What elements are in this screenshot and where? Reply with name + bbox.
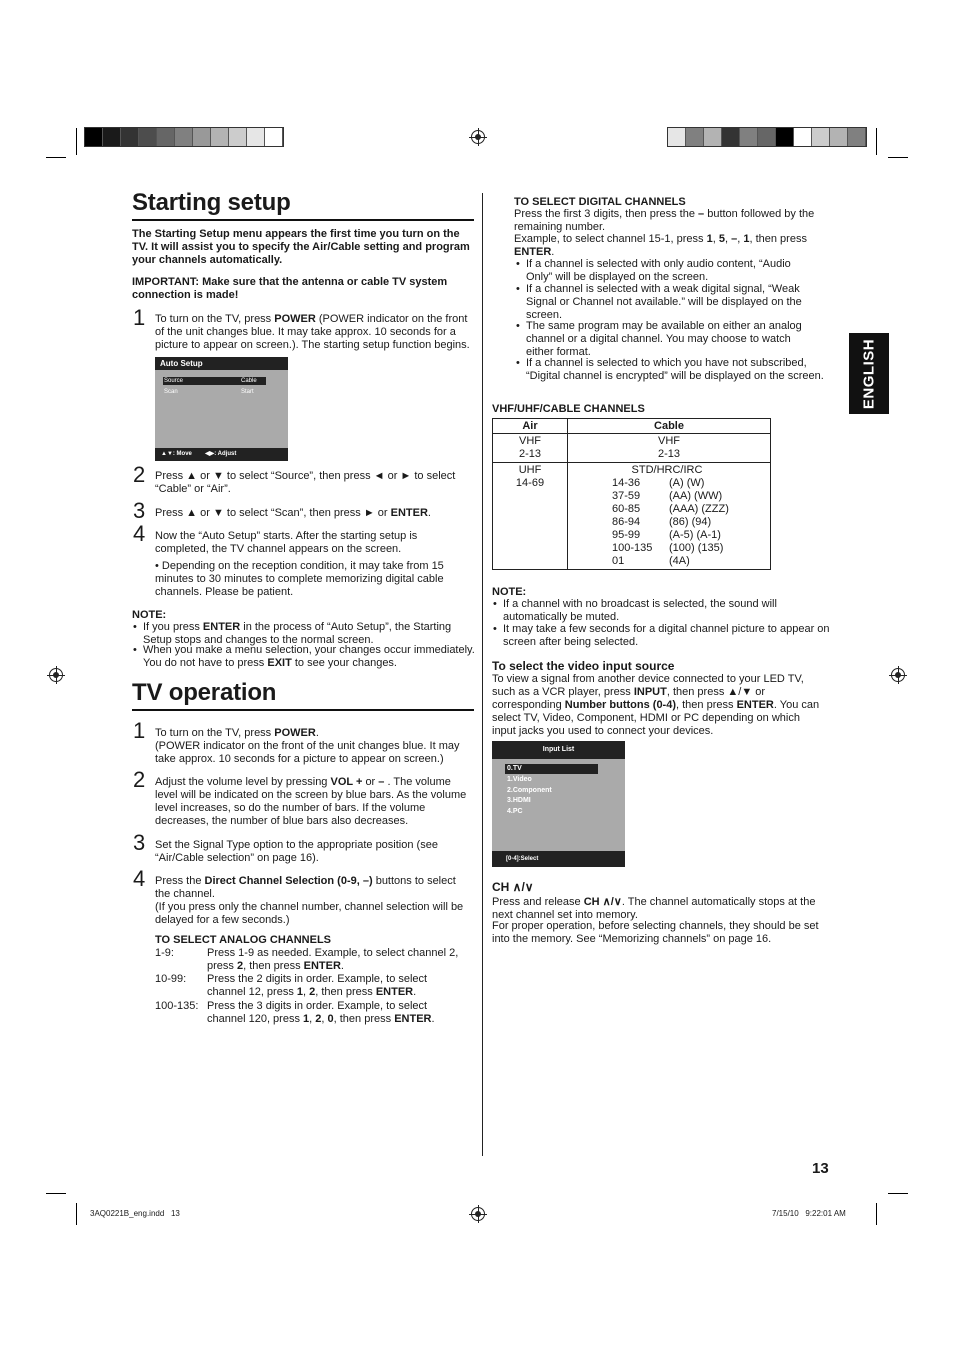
crop-mark (888, 157, 908, 158)
page-number: 13 (812, 1160, 829, 1177)
step-subnote: • Depending on the reception condition, it may take from 15 minutes to 30 minutes to complete memorizing digital cable channels. Please be patient. (155, 560, 444, 598)
cable-channel-code: (86) (94) (669, 516, 712, 528)
table-header: Air (493, 419, 568, 434)
screen-list-item: 2.Component (507, 787, 552, 794)
note-item: • If a channel with no broadcast is selected, the sound will automatically be muted. (493, 598, 777, 623)
subheading-ch: CH ∧/∨ (492, 880, 534, 894)
color-swatch (704, 128, 722, 146)
cable-channel-code: (A-5) (A-1) (669, 529, 721, 541)
footer-datetime: 7/15/10 9:22:01 AM (772, 1209, 846, 1218)
color-swatch (758, 128, 776, 146)
screen-list-item: 1.Video (507, 776, 532, 783)
cable-row (612, 503, 766, 516)
column-divider (482, 193, 483, 1156)
screen-row-value: Start (241, 389, 254, 395)
registration-mark-icon (471, 1207, 485, 1221)
table-cell: VHF 2-13 (568, 434, 771, 463)
step-text: Now the “Auto Setup” starts. After the starting setup is completed, the TV channel appears on the screen. (155, 530, 418, 555)
color-swatch (229, 128, 247, 146)
table-header-row (493, 419, 771, 434)
analog-row-key: 100-135: (155, 1000, 199, 1012)
color-swatch (668, 128, 686, 146)
cable-row (612, 555, 766, 568)
analog-row-text: Press the 3 digits in order. Example, to select channel 120, press 1, 2, 0, then press ENTER. (207, 1000, 435, 1025)
digital-bullet: • If a channel is selected with a weak digital signal, “Weak Signal or Channel not available.” will be displayed on the screen. (516, 283, 802, 321)
color-swatch (157, 128, 175, 146)
cable-row (612, 529, 766, 542)
table-row (493, 434, 771, 463)
cable-channel-code: (100) (135) (669, 542, 724, 554)
channel-table (492, 418, 771, 570)
step-text: To turn on the TV, press POWER (POWER indicator on the front of the unit changes blue. It may take approx. 10 seconds for a picture to appear on screen.). The starting setup function begins. (155, 313, 470, 351)
step-number: 4 (133, 866, 146, 891)
subheading-input-source: To select the video input source (492, 659, 675, 673)
note-item: • When you make a menu selection, your changes occur immediately. You do not have to press EXIT to see your changes. (133, 644, 475, 669)
screen-title: Auto Setup (155, 357, 288, 370)
cable-row (612, 490, 766, 503)
input-source-text: To view a signal from another device connected to your LED TV, such as a VCR player, press INPUT, then press ▲/▼ or corresponding Number buttons (0-4), then press ENTER. You can select TV, Video, Component, HDMI or PC depending on which input jacks you used to connect your devices. (492, 673, 820, 737)
analog-row-key: 1-9: (155, 947, 174, 959)
color-swatch (211, 128, 229, 146)
color-swatch (776, 128, 794, 146)
screen-list-item: 0.TV (507, 765, 522, 772)
crop-mark (76, 1203, 77, 1225)
color-swatch (686, 128, 704, 146)
analog-row-text: Press the 2 digits in order. Example, to select channel 12, press 1, 2, then press ENTER. (207, 973, 428, 998)
table-header: Cable (568, 419, 771, 434)
crop-mark (46, 1193, 66, 1194)
crop-mark (46, 157, 66, 158)
step-number: 4 (133, 521, 146, 546)
cable-channel-code: (A) (W) (669, 477, 705, 489)
cable-row (612, 542, 766, 555)
step-text: Press ▲ or ▼ to select “Scan”, then press ► or ENTER. (155, 507, 431, 519)
analog-row-key: 10-99: (155, 973, 187, 985)
footer-filename: 3AQ0221B_eng.indd 13 (90, 1209, 180, 1218)
screen-title: Input List (492, 741, 625, 759)
step-number: 1 (133, 305, 146, 330)
cable-row (612, 516, 766, 529)
color-swatch (247, 128, 265, 146)
auto-setup-screen (155, 357, 288, 461)
digital-bullet: • If a channel is selected with only audio content, “Audio Only” will be displayed on the screen. (516, 258, 791, 283)
step-number: 2 (133, 462, 146, 487)
screen-list-item: 3.HDMI (507, 797, 531, 804)
color-swatch (830, 128, 848, 146)
crop-mark (888, 1193, 908, 1194)
color-bar-right (667, 127, 867, 147)
color-swatch (121, 128, 139, 146)
color-swatch (812, 128, 830, 146)
step-number: 3 (133, 830, 146, 855)
crop-mark (876, 128, 877, 155)
registration-mark-icon (891, 668, 905, 682)
cable-channel-range: 01 (612, 555, 625, 567)
cable-channel-range: 86-94 (612, 516, 641, 528)
cable-channel-range: 14-36 (612, 477, 641, 489)
digital-bullet: • The same program may be available on either an analog channel or a digital channel. You may choose to watch either format. (516, 320, 802, 358)
color-swatch (740, 128, 758, 146)
registration-mark-icon (471, 130, 485, 144)
table-row (493, 463, 771, 570)
ch-text: Press and release CH ∧/∨. The channel automatically stops at the next channel set into memory. (492, 896, 816, 921)
color-swatch (265, 128, 283, 146)
subheading-digital: TO SELECT DIGITAL CHANNELS (514, 196, 686, 208)
color-bar-left (84, 127, 284, 147)
digital-example: Example, to select channel 15-1, press 1, 5, –, 1, then press ENTER. (514, 233, 807, 258)
crop-mark (876, 1203, 877, 1225)
language-tab: ENGLISH (849, 333, 889, 414)
intro-text: The Starting Setup menu appears the first time you turn on the TV. It will assist you to specify the Air/Cable setting and program your channels automatically. (132, 228, 470, 266)
subheading-analog: TO SELECT ANALOG CHANNELS (155, 934, 332, 946)
cable-channel-code: (AAA) (ZZZ) (669, 503, 729, 515)
color-swatch (722, 128, 740, 146)
cable-channel-range: 37-59 (612, 490, 641, 502)
color-swatch (848, 128, 866, 146)
title-rule (132, 709, 474, 711)
title-rule (132, 219, 474, 221)
color-swatch (103, 128, 121, 146)
note-label: NOTE: (132, 609, 167, 621)
color-swatch (85, 128, 103, 146)
cable-channel-range: 60-85 (612, 503, 641, 515)
screen-row-label: Scan (164, 389, 178, 395)
digital-text: Press the first 3 digits, then press the – button followed by the remaining number. (514, 208, 815, 233)
table-cell: STD/HRC/IRC 14-36 (A) (W) 37-59 (AA) (WW) 60-85 (AAA) (ZZZ) 86-94 (86) (94) 95-99 (A-5) (A-1) 100-135 (100) (135) 01 (4A) (568, 463, 771, 570)
step-text: Adjust the volume level by pressing VOL + or – . The volume level will be indicated on the screen by blue bars. As the volume level increases, so do the number of bars. If the volume decreases, the number of blue bars also decreases. (155, 776, 467, 827)
section-title-tv-operation: TV operation (132, 679, 277, 706)
note-label: NOTE: (492, 586, 527, 598)
table-cell: VHF 2-13 (493, 434, 568, 463)
cable-channel-code: (4A) (669, 555, 690, 567)
screen-footer: [0-4]:Select (492, 851, 625, 867)
analog-row-text: Press 1-9 as needed. Example, to select channel 2, press 2, then press ENTER. (207, 947, 459, 972)
table-cell: UHF 14-69 (493, 463, 568, 570)
cable-channel-range: 100-135 (612, 542, 653, 554)
input-list-screen (492, 741, 625, 867)
color-swatch (175, 128, 193, 146)
step-number: 1 (133, 718, 146, 743)
step-text: To turn on the TV, press POWER. (POWER indicator on the front of the unit changes blue. It may take approx. 10 seconds for a picture to appear on screen.) (155, 727, 460, 765)
step-text: Press the Direct Channel Selection (0-9, –) buttons to select the channel. (If you press only the channel number, channel selection will be delayed for a few seconds.) (155, 875, 464, 926)
important-text: IMPORTANT: Make sure that the antenna or cable TV system connection is made! (132, 276, 448, 301)
screen-list-item: 4.PC (507, 808, 523, 815)
registration-mark-icon (49, 668, 63, 682)
note-item: • If you press ENTER in the process of “Auto Setup”, the Starting Setup stops and changes to the normal screen. (133, 621, 452, 646)
color-swatch (794, 128, 812, 146)
section-title-starting-setup: Starting setup (132, 189, 291, 216)
step-text: Set the Signal Type option to the appropriate position (see “Air/Cable selection” on page 16). (155, 839, 438, 864)
step-number: 2 (133, 767, 146, 792)
color-swatch (139, 128, 157, 146)
note-item: • It may take a few seconds for a digital channel picture to appear on screen after being selected. (493, 623, 830, 648)
step-text: Press ▲ or ▼ to select “Source”, then press ◄ or ► to select “Cable” or “Air”. (155, 470, 456, 495)
cable-channel-range: 95-99 (612, 529, 641, 541)
screen-row-label: Source (164, 378, 184, 384)
subheading-vhf-uhf-cable: VHF/UHF/CABLE CHANNELS (492, 403, 645, 415)
screen-row-value: Cable (241, 378, 257, 384)
cable-channel-code: (AA) (WW) (669, 490, 723, 502)
digital-bullet: • If a channel is selected to which you have not subscribed, “Digital channel is encrypted” will be displayed on the screen. (516, 357, 824, 382)
crop-mark (76, 128, 77, 155)
screen-footer: ▲▼: Move ◀▶: Adjust (155, 448, 288, 461)
step-number: 3 (133, 498, 146, 523)
color-swatch (193, 128, 211, 146)
cable-row (612, 477, 766, 490)
ch-text: For proper operation, before selecting channels, they should be set into the memory. See “Memorizing channels” on page 16. (492, 920, 819, 945)
